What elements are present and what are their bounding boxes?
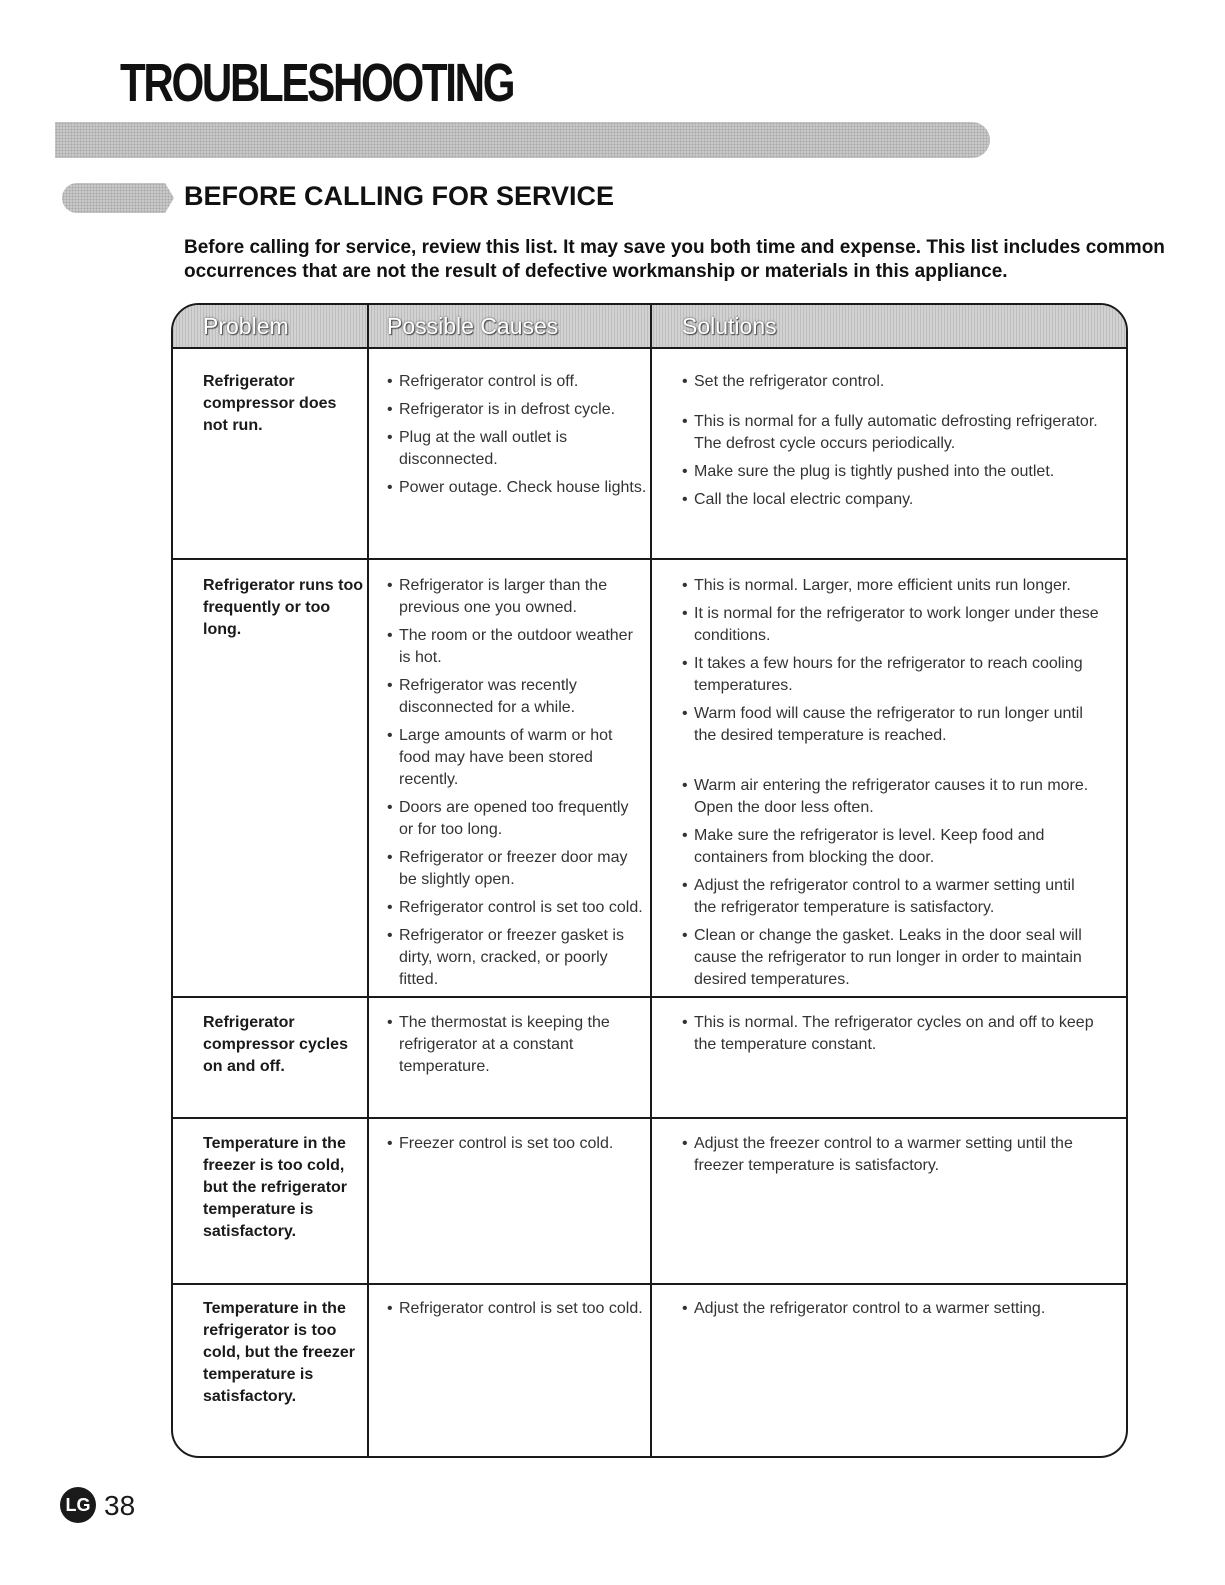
solution-item: • Set the refrigerator control.: [680, 371, 1100, 393]
causes-cell: [385, 371, 647, 499]
solution-item: • Adjust the refrigerator control to a warmer setting.: [680, 1298, 1100, 1320]
cause-item: • Refrigerator control is off.: [385, 371, 647, 393]
problem-cell: Refrigerator compressor does not run.: [203, 373, 337, 434]
solutions-cell: [680, 1298, 1100, 1320]
cause-item: • Doors are opened too frequently or for too long.: [385, 797, 647, 841]
causes-cell: [385, 575, 647, 991]
solution-item: • This is normal. Larger, more efficient units run longer.: [680, 575, 1100, 597]
solution-item: • Warm food will cause the refrigerator to run longer until the desired temperature is reached.: [680, 703, 1100, 747]
row-divider: [173, 558, 1126, 560]
problem-cell: Refrigerator runs too frequently or too long.: [203, 577, 364, 638]
title-decor-bar: [55, 122, 990, 158]
cause-item: • Freezer control is set too cold.: [385, 1133, 619, 1155]
solution-item: • Make sure the plug is tightly pushed into the outlet.: [680, 461, 1100, 483]
page-number: 38: [104, 1490, 136, 1521]
problem-cell: Refrigerator compressor cycles on and off.: [203, 1014, 348, 1075]
cause-item: • Plug at the wall outlet is disconnected.: [385, 427, 647, 471]
intro-text: Before calling for service, review this list. It may save you both time and expense. This list includes common occurrences that are not the result of defective workmanship or materials in this appliance.: [184, 237, 1165, 282]
causes-cell: [385, 1012, 647, 1078]
problem-cell: Temperature in the freezer is too cold, but the refrigerator temperature is satisfactory.: [203, 1135, 348, 1240]
solution-item: • Clean or change the gasket. Leaks in the door seal will cause the refrigerator to run longer in order to maintain desired temperatures.: [680, 925, 1100, 991]
causes-cell: [385, 1298, 647, 1320]
section-heading: BEFORE CALLING FOR SERVICE: [184, 181, 615, 211]
header-solutions: Solutions: [682, 313, 777, 339]
solution-item: • Make sure the refrigerator is level. Keep food and containers from blocking the door.: [680, 825, 1100, 869]
problem-cell: Temperature in the refrigerator is too cold, but the freezer temperature is satisfactory.: [203, 1300, 356, 1405]
cause-item: • Refrigerator control is set too cold.: [385, 1298, 647, 1320]
troubleshooting-table: [171, 303, 1128, 1458]
header-causes: Possible Causes: [387, 313, 559, 339]
solution-item: • It is normal for the refrigerator to work longer under these conditions.: [680, 603, 1100, 647]
row-divider: [173, 996, 1126, 998]
cause-item: • Refrigerator is in defrost cycle.: [385, 399, 647, 421]
cause-item: • Refrigerator was recently disconnected for a while.: [385, 675, 647, 719]
header-problem: Problem: [203, 313, 289, 339]
cause-item: • Power outage. Check house lights.: [385, 477, 647, 499]
solutions-cell: [680, 371, 1100, 511]
solution-item: • Call the local electric company.: [680, 489, 1100, 511]
solutions-cell: [680, 575, 1100, 991]
lg-logo-icon: LG: [60, 1487, 96, 1523]
solution-item: • It takes a few hours for the refrigerator to reach cooling temperatures.: [680, 653, 1100, 697]
row-divider: [173, 1283, 1126, 1285]
cause-item: • Refrigerator control is set too cold.: [385, 897, 647, 919]
cause-item: • The thermostat is keeping the refrigerator at a constant temperature.: [385, 1012, 647, 1078]
solution-item: • Adjust the refrigerator control to a warmer setting until the refrigerator temperature is satisfactory.: [680, 875, 1100, 919]
solutions-cell: [680, 1133, 1100, 1177]
cause-item: • The room or the outdoor weather is hot.: [385, 625, 647, 669]
solution-item: • This is normal. The refrigerator cycles on and off to keep the temperature constant.: [680, 1012, 1100, 1056]
page-title: TROUBLESHOOTING: [120, 53, 514, 113]
causes-cell: [385, 1133, 647, 1155]
cause-item: • Refrigerator or freezer door may be slightly open.: [385, 847, 647, 891]
solution-item: • Adjust the freezer control to a warmer setting until the freezer temperature is satisfactory.: [680, 1133, 1100, 1177]
cause-item: • Refrigerator is larger than the previous one you owned.: [385, 575, 647, 619]
cause-item: • Large amounts of warm or hot food may have been stored recently.: [385, 725, 647, 791]
solutions-cell: [680, 1012, 1100, 1056]
cause-item: • Refrigerator or freezer gasket is dirty, worn, cracked, or poorly fitted.: [385, 925, 647, 991]
row-divider: [173, 1117, 1126, 1119]
solution-item: • This is normal for a fully automatic defrosting refrigerator. The defrost cycle occurs periodically.: [680, 411, 1100, 455]
solution-item: • Warm air entering the refrigerator causes it to run more. Open the door less often.: [680, 775, 1100, 819]
section-marker: [62, 183, 174, 213]
